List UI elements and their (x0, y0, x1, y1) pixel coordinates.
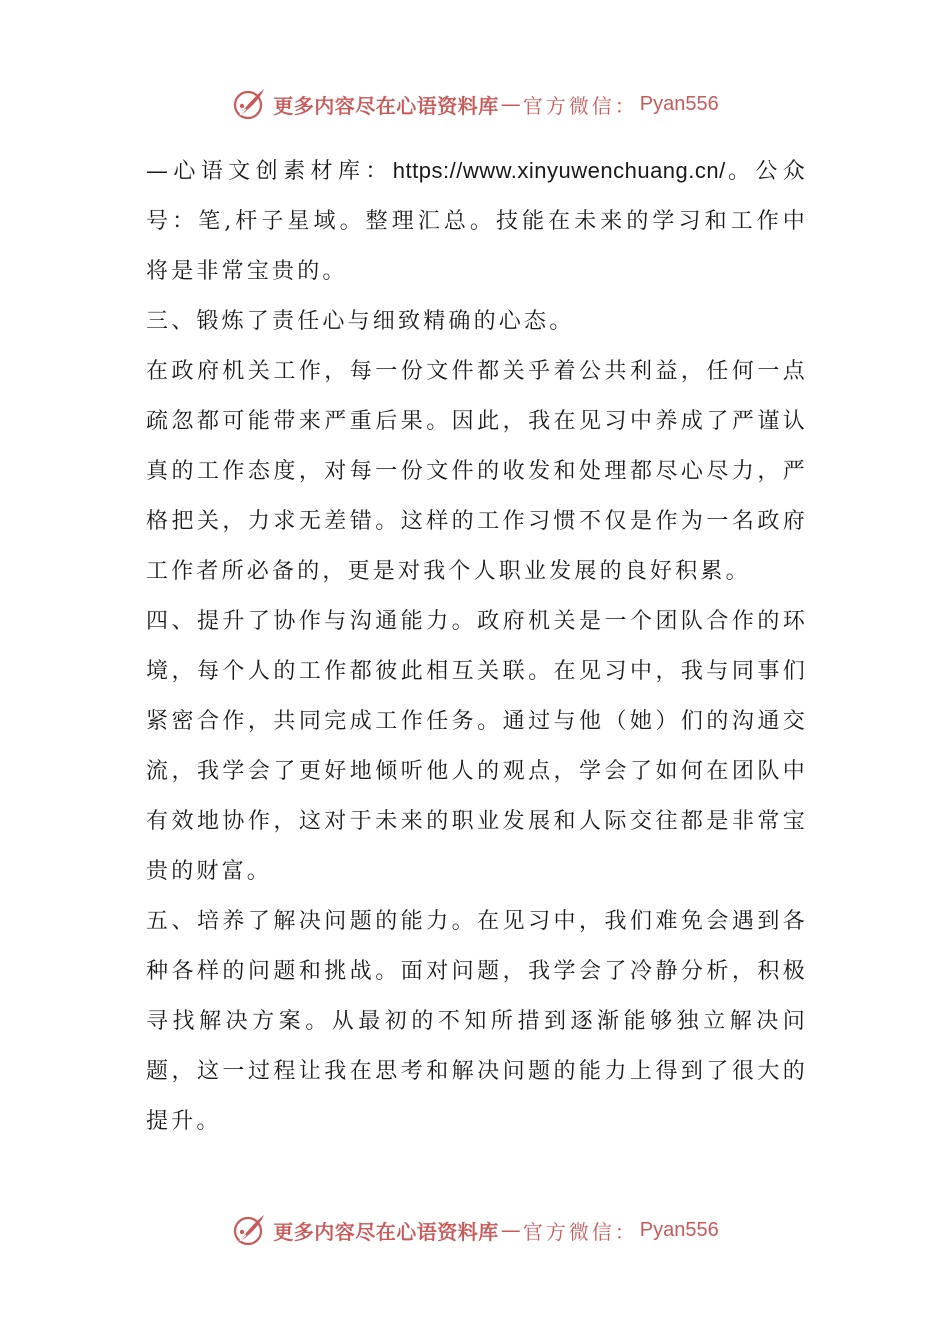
footer-wechat-id: Pyan556 (639, 1218, 719, 1241)
footer-dash: — (500, 1218, 521, 1242)
header-brand-text: 更多内容尽在心语资料库 (273, 93, 499, 118)
document-body (146, 146, 808, 1147)
paragraph-1 (146, 146, 808, 297)
footer-brand-text: 更多内容尽在心语资料库 (273, 1219, 499, 1244)
footer-official-label: 官方微信： (522, 1219, 638, 1244)
paragraph-4: 四、提升了协作与沟通能力。政府机关是一个团队合作的环境，每个人的工作都彼此相互关联。在见习中，我与同事们紧密合作，共同完成工作任务。通过与他（她）们的沟通交流，我学会了更好地倾听他人的观点，学会了如何在团队中有效地协作，这对于未来的职业发展和人际交往都是非常宝贵的财富。 (146, 609, 808, 884)
paragraph-1-lead: —心语文创素材库： (146, 159, 393, 184)
paragraph-3: 在政府机关工作，每一份文件都关乎着公共利益，任何一点疏忽都可能带来严重后果。因此，我在见习中养成了严谨认真的工作态度，对每一份文件的收发和处理都尽心尽力，严格把关，力求无差错。这样的工作习惯不仅是作为一名政府工作者所必备的，更是对我个人职业发展的良好积累。 (146, 359, 808, 584)
paragraph-1-tail: 。公众号：笔,杆子星域。整理汇总。技能在未来的学习和工作中将是非常宝贵的。 (146, 159, 808, 284)
heading-section-3: 三、锻炼了责任心与细致精确的心态。 (146, 309, 575, 334)
header-banner (0, 82, 950, 126)
header-dash: — (500, 92, 521, 116)
header-official-label: 官方微信： (522, 93, 638, 118)
quill-logo-icon (231, 1212, 267, 1248)
paragraph-5: 五、培养了解决问题的能力。在见习中，我们难免会遇到各种各样的问题和挑战。面对问题，我学会了冷静分析，积极寻找解决方案。从最初的不知所措到逐渐能够独立解决问题，这一过程让我在思考和解决问题的能力上得到了很大的提升。 (146, 909, 808, 1134)
website-url: https://www.xinyuwenchuang.cn/ (392, 158, 726, 183)
quill-logo-icon (231, 86, 267, 122)
footer-banner (0, 1208, 950, 1252)
header-wechat-id: Pyan556 (639, 92, 719, 115)
